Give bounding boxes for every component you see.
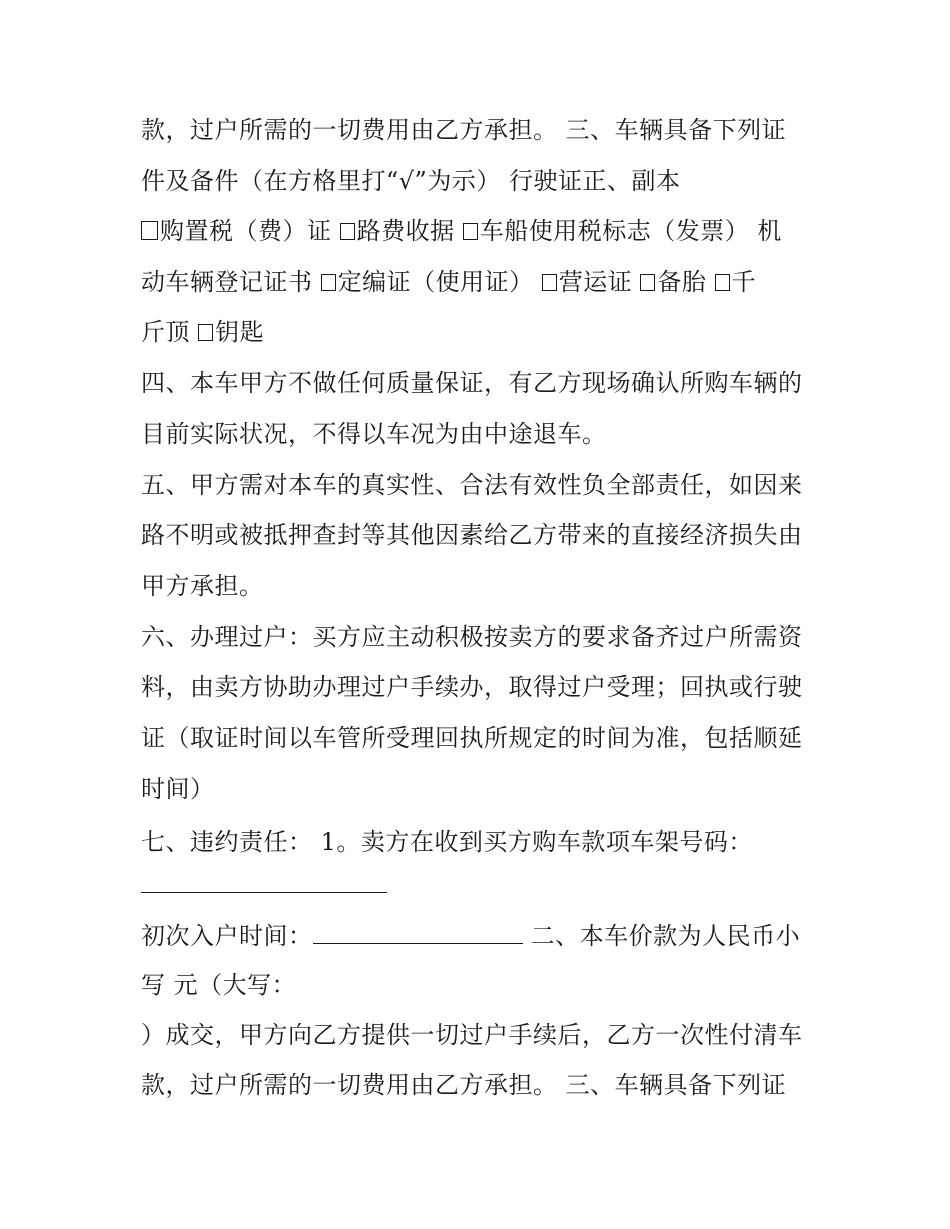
text-line: 款，过户所需的一切费用由乙方承担。 三、车辆具备下列证 [141,1071,787,1099]
text-line: 时间） [141,775,215,803]
checkbox-icon[interactable] [340,223,355,240]
checklist-line [141,216,782,246]
checkbox-icon[interactable] [321,274,336,291]
text-segment: 二、本车价款为人民币小 [522,922,801,950]
checkbox-icon[interactable] [715,274,730,291]
checkbox-icon[interactable] [640,274,655,291]
checklist-item-label: 营运证 [558,268,641,296]
checklist-item-label: 定编证（使用证） [337,268,542,296]
checklist-item-label: 路费收据 [356,217,463,245]
text-line: 四、本车甲方不做任何质量保证，有乙方现场确认所购车辆的 [141,369,803,397]
blank-field-line [141,870,387,900]
checklist-item-label: 备胎 [657,268,715,296]
text-segment: 动车辆登记证书 [141,268,321,296]
text-line: 证（取证时间以车管所受理回执所规定的时间为准，包括顺延 [141,724,803,752]
checklist-item-label: 购置税（费）证 [160,217,340,245]
text-line: 六、办理过户：买方应主动积极按卖方的要求备齐过户所需资 [141,623,803,651]
checklist-item-label: 车船使用税标志（发票） 机 [479,217,782,245]
text-segment: 斤顶 [141,318,199,346]
checklist-line [141,267,756,297]
checklist-item-label: 千 [731,268,757,296]
checklist-line [141,317,264,347]
checkbox-icon[interactable] [141,221,158,240]
checkbox-icon[interactable] [198,324,213,341]
text-line: 五、甲方需对本车的真实性、合法有效性负全部责任，如因来 [141,471,803,499]
text-line: 件及备件（在方格里打“√”为示） 行驶证正、副本 [141,167,681,195]
text-line: 款，过户所需的一切费用由乙方承担。 三、车辆具备下列证 [141,116,787,144]
text-line: 目前实际状况，不得以车况为由中途退车。 [141,420,607,448]
checklist-item-label: 钥匙 [215,318,265,346]
checkbox-icon[interactable] [463,223,478,240]
text-segment: 初次入户时间： [141,922,313,950]
text-line: 七、违约责任： 1。卖方在收到买方购车款项车架号码： [141,828,753,856]
registration-date-blank-field[interactable] [313,921,523,944]
checkbox-icon[interactable] [542,274,557,291]
text-line: 写 元（大写： [141,971,297,999]
text-line: ）成交，甲方向乙方提供一切过户手续后，乙方一次性付清车 [141,1021,803,1049]
text-line: 路不明或被抵押查封等其他因素给乙方带来的直接经济损失由 [141,521,803,549]
text-line [141,921,800,951]
text-line: 甲方承担。 [141,572,264,600]
vin-blank-field[interactable] [141,870,387,893]
text-line: 料，由卖方协助办理过户手续办，取得过户受理；回执或行驶 [141,673,803,701]
